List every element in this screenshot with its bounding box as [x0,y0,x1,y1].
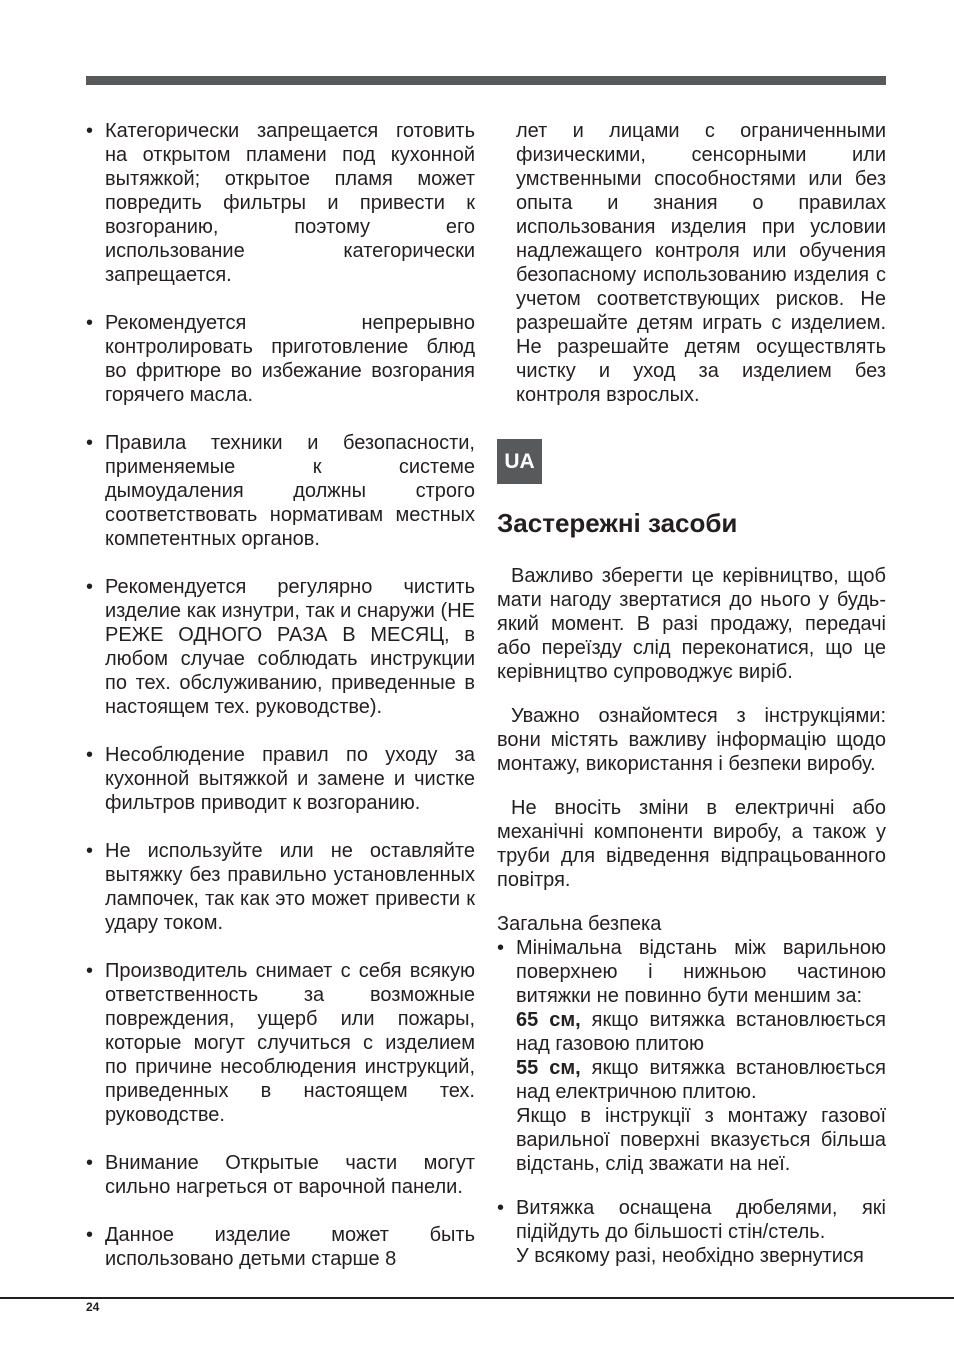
gas-distance-line [516,1008,886,1056]
electric-distance-line [516,1056,886,1104]
bullet-dowels [497,1196,886,1268]
paragraph-keep-manual: Важливо зберегти це керівництво, щоб мати нагоду звертатися до нього у будь-який момент. В разі продажу, передачі або переїзду слід переконатися, що це керівництво супроводжує виріб. [497,565,886,683]
left-column [86,119,475,1295]
dowels-continuation: У всякому разі, необхідно звернутися [516,1245,864,1267]
header-rule [86,76,886,85]
language-badge: UA [497,439,542,484]
bullet-smoke-regulations: • Правила техники и безопасности, применяемые к системе дымоудаления должны строго соответствовать нормативам местных компетентных органов. [86,431,475,551]
bullet-children: • Данное изделие может быть использовано детьми старше 8 [86,1223,475,1271]
bullet-liability: • Производитель снимает с себя всякую ответственность за возможные повреждения, ущерб или пожары, которые могут случиться с изделием по причине несоблюдения инструкций, приведенных в настоящем тех. руководстве. [86,959,475,1127]
right-column [497,119,886,1292]
distance-note: Якщо в інструкції з монтажу газової варильної поверхні вказується більша відстань, слід зважати на неї. [516,1105,886,1175]
page-number: 24 [86,1300,100,1314]
electric-distance-value: 55 см, [516,1057,581,1079]
bullet-lamps: • Не используйте или не оставляйте вытяжку без правильно установленных лампочек, так как это может привести к удару током. [86,839,475,935]
bullet-regular-cleaning: • Рекомендуется регулярно чистить изделие как изнутри, так и снаружи (НЕ РЕЖЕ ОДНОГО РАЗА В МЕСЯЦ, в любом случае соблюдать инструкции по тех. обслуживанию, приведенные в настоящем тех. руководстве). [86,575,475,719]
bullet-filter-maintenance: • Несоблюдение правил по уходу за кухонной вытяжкой и замене и чистке фильтров приводит к возгоранию. [86,743,475,815]
general-safety-label: Загальна безпека [497,913,662,935]
dowels-text: • Витяжка оснащена дюбелями, які підійдуть до більшості стін/стель. [516,1197,886,1243]
footer-rule [0,1297,954,1299]
paragraph-no-modifications: Не вносіть зміни в електричні або механічні компоненти виробу, а також у труби для відведення відпрацьованного повітря. [497,797,886,891]
paragraph-read-instructions: Уважно ознайомтеся з інструкціями: вони містять важливу інформацію щодо монтажу, використання і безпеки виробу. [497,705,886,775]
gas-distance-text: якщо витяжка встановлюється над газовою плитою [516,1009,887,1055]
bullet-hot-parts: • Внимание Открытые части могут сильно нагреться от варочной панели. [86,1151,475,1199]
bullet-minimum-distance [497,936,886,1176]
children-continuation: лет и лицами с ограниченными физическими, сенсорными или умственными способностями или без опыта и знания о правилах использования изделия при условии надлежащего контроля или обучения безопасному использованию изделия с учетом соответствующих рисков. Не разрешайте детям играть с изделием. Не разрешайте детям осуществлять чистку и уход за изделием без контроля взрослых. [516,120,886,406]
bullet-deep-frying: • Рекомендуется непрерывно контролировать приготовление блюд во фритюре во избежание возгорания горячего масла. [86,311,475,407]
gas-distance-value: 65 см, [516,1009,581,1031]
electric-distance-text: якщо витяжка встановлюється над електричною плитою. [516,1057,887,1103]
bullet-open-flame: • Категорически запрещается готовить на открытом пламени под кухонной вытяжкой; открытое пламя может повредить фильтры и привести к возгоранию, поэтому его использование категорически запрещается. [86,119,475,287]
distance-intro: • Мінімальна відстань між варильною поверхнею і нижньою частиною витяжки не повинно бути меншим за: [516,937,886,1007]
section-heading: Застережні засоби [497,508,738,538]
